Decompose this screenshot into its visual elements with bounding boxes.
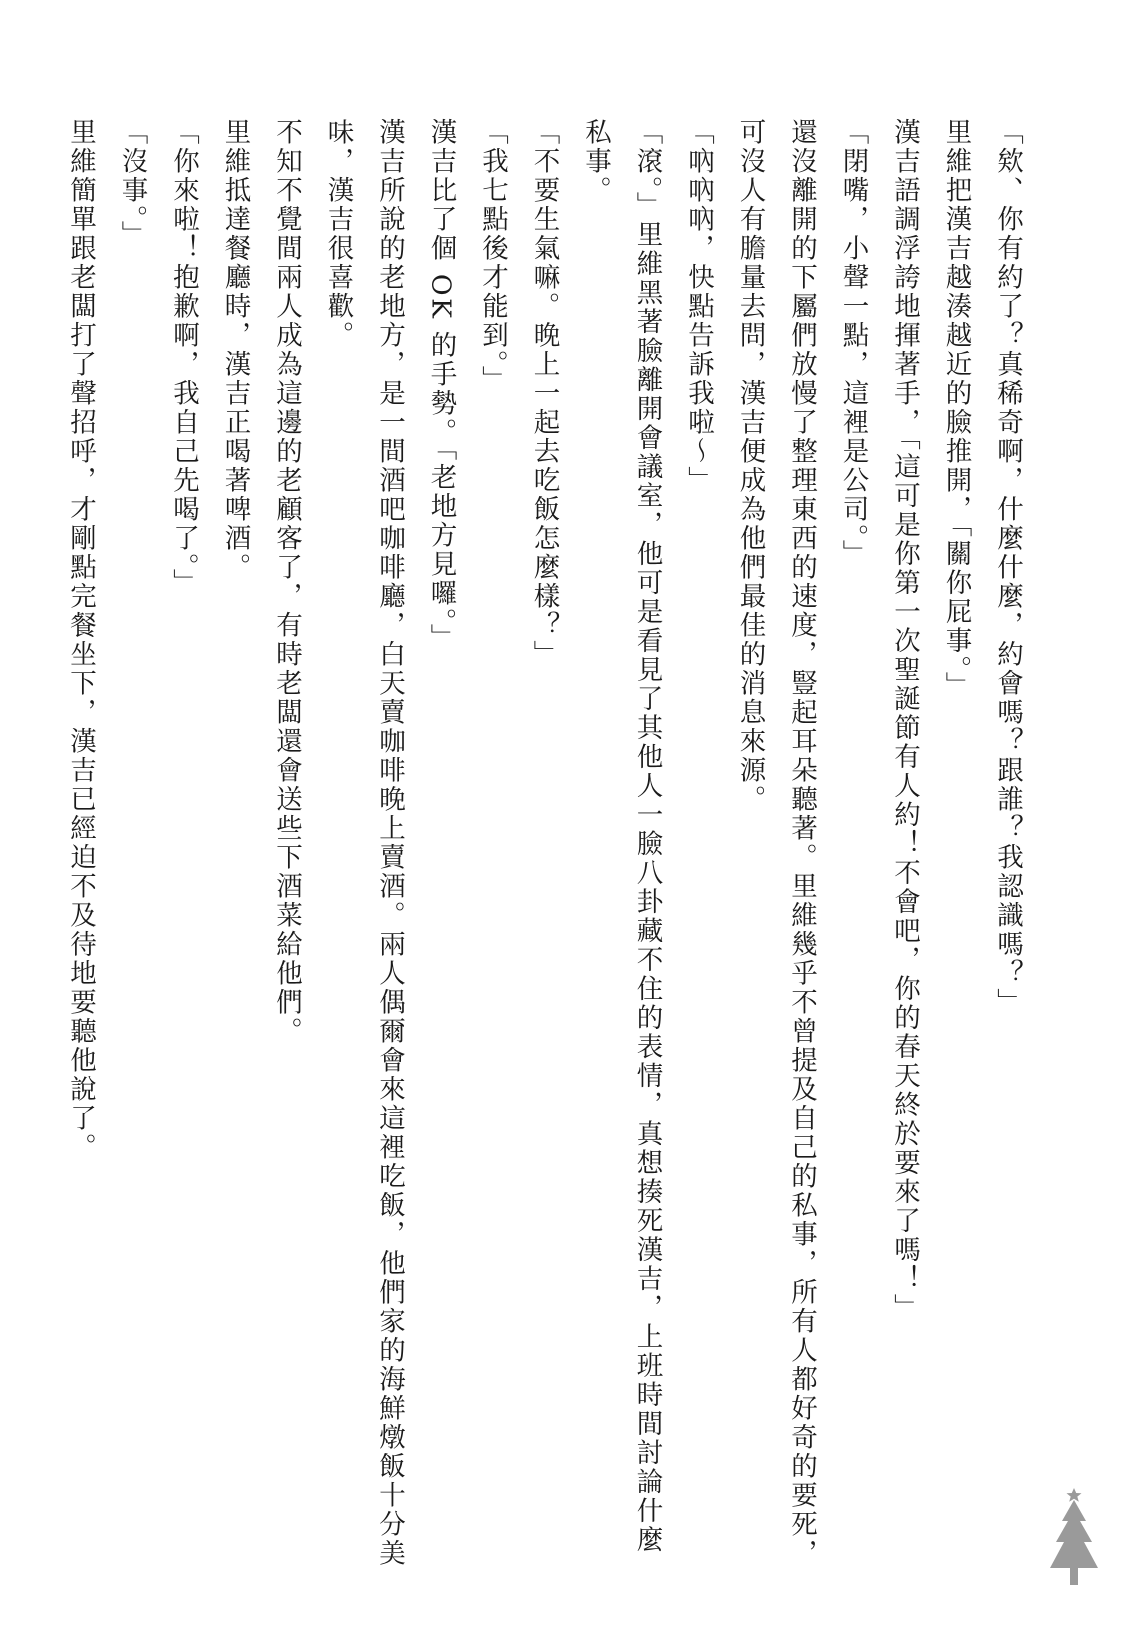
paragraph: 「你來啦！抱歉啊，我自己先喝了。」 <box>168 118 199 598</box>
paragraph: 里維把漢吉越湊越近的臉推開，「關你屁事。」 <box>940 118 972 701</box>
christmas-tree-icon <box>1048 1488 1100 1586</box>
vertical-text-body <box>55 118 1034 1598</box>
paragraph: 還沒離開的下屬們放慢了整理東西的速度，豎起耳朵聽著。里維幾乎不曾提及自己的私事，所有人都好奇的要死， <box>786 118 817 1568</box>
paragraph: 漢吉比了個 OK 的手勢。「老地方見囉。」 <box>425 118 457 653</box>
paragraph: 里維簡單跟老闆打了聲招呼，才剛點完餐坐下，漢吉已經迫不及待地要聽他說了。 <box>65 118 96 1162</box>
paragraph: 「欸、你有約了？真稀奇啊，什麼什麼，約會嗎？跟誰？我認識嗎？」 <box>992 118 1023 1017</box>
paragraph: 「閉嘴，小聲一點，這裡是公司。」 <box>837 118 869 569</box>
paragraph: 味，漢吉很喜歡。 <box>322 118 354 350</box>
paragraph: 「不要生氣嘛。晚上一起去吃飯怎麼樣？」 <box>528 118 560 669</box>
paragraph: 可沒人有膽量去問，漢吉便成為他們最佳的消息來源。 <box>734 118 766 814</box>
paragraph: 「吶吶吶，快點告訴我啦～」 <box>683 118 714 495</box>
paragraph: 「我七點後才能到。」 <box>477 118 508 395</box>
paragraph: 漢吉所說的老地方，是一間酒吧咖啡廳，白天賣咖啡晚上賣酒。兩人偶爾會來這裡吃飯，他們家的海鮮燉飯十分美 <box>374 118 405 1568</box>
paragraph: 不知不覺間兩人成為這邊的老顧客了，有時老闆還會送些下酒菜給他們。 <box>271 118 302 1046</box>
paragraph: 私事。 <box>580 118 611 205</box>
paragraph: 漢吉語調浮誇地揮著手，「這可是你第一次聖誕節有人約！不會吧，你的春天終於要來了嗎！」 <box>889 118 920 1323</box>
paragraph: 「沒事。」 <box>116 118 148 250</box>
paragraph: 里維抵達餐廳時，漢吉正喝著啤酒。 <box>219 118 251 582</box>
paragraph: 「滾。」里維黑著臉離開會議室，他可是看見了其他人一臉八卦藏不住的表情，真想揍死漢吉，上班時間討論什麼 <box>631 118 663 1555</box>
